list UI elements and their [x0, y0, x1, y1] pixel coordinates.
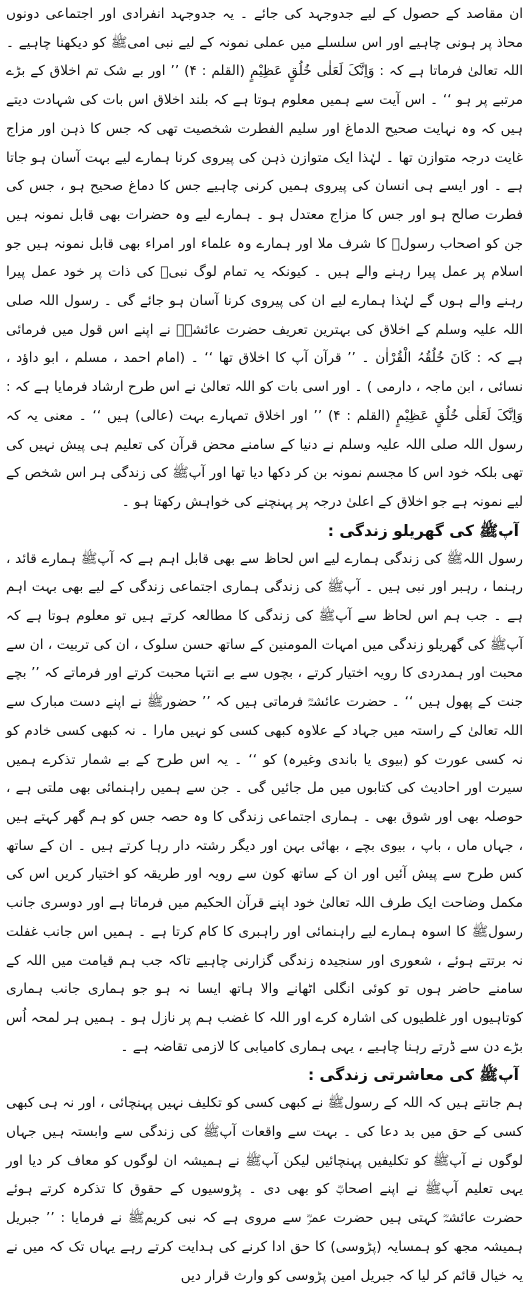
- paragraph-social-life: ہم جانتے ہیں کہ اللہ کے رسولﷺ نے کبھی کسی کو تکلیف نہیں پہنچائی ، اور نہ ہی کبھی کسی کے حق میں بد دعا کی ۔ بہت سے واقعات آپﷺ کی زندگی سے وابستہ ہیں جہاں لوگوں نے آپﷺ کو تکلیفیں پہنچائیں لیکن آپﷺ نے ہمیشہ ان لوگوں کو معاف کر دیا اور یہی تعلیم آپﷺ نے اپنے اصحابؓ کو بھی دی ۔ پڑوسیوں کے حقوق کا تذکرہ کرتے ہوئے حضرت عائشہؓ کہتی ہیں حضرت عمرؓ سے مروی ہے کہ نبی کریمﷺ نے فرمایا : ’’ جبریل ہمیشہ مجھ کو ہمسایہ (پڑوسی) کا حق ادا کرنے کی ہدایت کرتے رہے یہاں تک کہ میں نے یہ خیال قائم کر لیا کہ جبریل امین پڑوسی کو وارث قرار دیں: [6, 1095, 523, 1284]
- paragraph-introduction: ان مقاصد کے حصول کے لیے جدوجہد کی جائے ۔ یہ جدوجہد انفرادی اور اجتماعی دونوں محاذ پر ہونی چاہیے اور اس سلسلے میں عملی نمونہ کے لیے نبی امیﷺ کو دیکھنا چاہیے ۔ اللہ تعالیٰ فرماتا ہے کہ : وَاِنَّکَ لَعَلٰی خُلُقٍ عَظِیْمٍ (القلم : ۴) ’’ اور بے شک تم اخلاق کے بڑے مرتبے پر ہو ‘‘ ۔ اس آیت سے ہمیں معلوم ہوتا ہے کہ بلند اخلاق اس بات کی شہادت دیتے ہیں کہ وہ نہایت صحیح الدماغ اور سلیم الفطرت شخصیت تھی کہ جس کا ذہن اور مزاج غایت درجہ متوازن تھا ۔ لہٰذا ایک متوازن ذہن کی پیروی کرنا ہمارے لیے بہت آسان ہو جاتا ہے ۔ اور ایسے ہی انسان کی پیروی ہمیں کرنی چاہیے جس کا دماغ صحیح ہو ، جس کی فطرت صالح ہو اور جس کا مزاج معتدل ہو ۔ ہمارے لیے وہ حضرات بھی قابل نمونہ ہیں جن کو اصحاب رسولﷺ کا شرف ملا اور ہمارے وہ علماء اور امراء بھی قابل نمونہ ہیں جو اسلام پر عمل پیرا رہنے والے ہیں ۔ کیونکہ یہ تمام لوگ نبیﷺ کی ذات پر خود عمل پیرا رہنے والے ہوں گے لہٰذا ہمارے لیے ان کی پیروی کرنا آسان ہو جائے گی ۔ رسول اللہ صلی اللہ علیہ وسلم کے اخلاق کی بہترین تعریف حضرت عائشہؓ نے اپنے اس قول میں فرمائی ہے کہ : کَانَ خُلُقُہُ الْقُرْاٰن ۔ ’’ قرآن آپ کا اخلاق تھا ‘‘ ۔ (امام احمد ، مسلم ، ابو داؤد ، نسائی ، ابن ماجہ ، دارمی ) ۔ اور اسی بات کو اللہ تعالیٰ نے اس طرح ارشاد فرمایا ہے کہ : وَاِنَّکَ لَعَلٰی خُلُقٍ عَظِیْمٍ (القلم : ۴) ’’ اور اخلاق تمہارے بہت (عالی) ہیں ‘‘ ۔ معنی یہ کہ رسول اللہ صلی اللہ علیہ وسلم نے دنیا کے سامنے محض قرآن کی تعلیم ہی پیش نہیں کی تھی بلکہ خود اس کا مجسم نمونہ بن کر دکھا دیا تھا اور آپﷺ کی زندگی ہر اس شخص کے لیے نمونہ ہے جو اخلاق کے اعلیٰ درجہ پر پہنچنے کی خواہش رکھتا ہو ۔: [6, 6, 523, 510]
- section-heading-social-life: آپﷺ کی معاشرتی زندگی :: [307, 1066, 519, 1085]
- paragraph-domestic-life: رسول اللہﷺ کی زندگی ہمارے لیے اس لحاظ سے بھی قابل اہم ہے کہ آپﷺ ہمارے قائد ، رہنما ، رہبر اور نبی ہیں ۔ آپﷺ کی زندگی ہماری اجتماعی زندگی کے لیے بھی بہت اہم ہے ۔ جب ہم اس لحاظ سے آپﷺ کی زندگی کا مطالعہ کرتے ہیں تو معلوم ہوتا ہے کہ آپﷺ کی گھریلو زندگی میں امہات المومنین کے ساتھ حسن سلوک ، ان کی تربیت ، ان سے محبت اور ہمدردی کا رویہ اختیار کرتے ، بچوں سے بے انتہا محبت کرتے اور فرماتے کہ ’’ بچے جنت کے پھول ہیں ‘‘ ۔ حضرت عائشہؓ فرماتی ہیں کہ ’’ حضورﷺ نے اپنے دست مبارک سے اللہ تعالیٰ کے راستہ میں جہاد کے علاوہ کبھی کسی کو نہیں مارا ۔ نہ کبھی کسی خادم کو نہ کسی عورت کو (بیوی یا باندی وغیرہ) کو ‘‘ ۔ یہ اس طرح کے بے شمار تذکرے ہمیں سیرت اور احادیث کی کتابوں میں مل جائیں گی ۔ جن سے ہمیں راہنمائی بھی ملتی ہے ، حوصلہ بھی اور شوق بھی ۔ ہماری اجتماعی زندگی کا وہ حصہ جس کو ہم گھر کہتے ہیں ، جہاں ماں ، باپ ، بیوی بچے ، بھائی بہن اور دیگر رشتہ دار رہا کرتے ہیں ۔ ان کے ساتھ کس طرح سے پیش آئیں اور ان کے ساتھ کون سے رویہ اور طریقہ کو اختیار کریں اس کی مکمل وضاحت ایک طرف اللہ تعالیٰ خود اپنے قرآن الحکیم میں فرماتا ہے اور دوسری جانب رسولﷺ کا اسوہ ہمارے لیے راہنمائی اور راہبری کا کام کرتا ہے ۔ ہمیں اس جانب غفلت نہ برتتے ہوئے ، شعوری اور سنجیدہ زندگی گزارنی چاہیے تاکہ جب ہم قیامت میں اللہ کے سامنے حاضر ہوں تو کوئی انگلی اٹھانے والا ہاتھ ایسا نہ ہو جو ہماری جانب ہماری کوتاہیوں اور غلطیوں کی اشارہ کرے اور اللہ کا غضب ہم پر نازل ہو ۔ ہمیں ہر لمحہ اُس بڑے دن سے ڈرتے رہنا چاہیے ، یہی ہماری کامیابی کا لازمی تقاضہ ہے ۔: [6, 550, 523, 1055]
- section-heading-domestic-life: آپﷺ کی گھریلو زندگی :: [327, 521, 519, 540]
